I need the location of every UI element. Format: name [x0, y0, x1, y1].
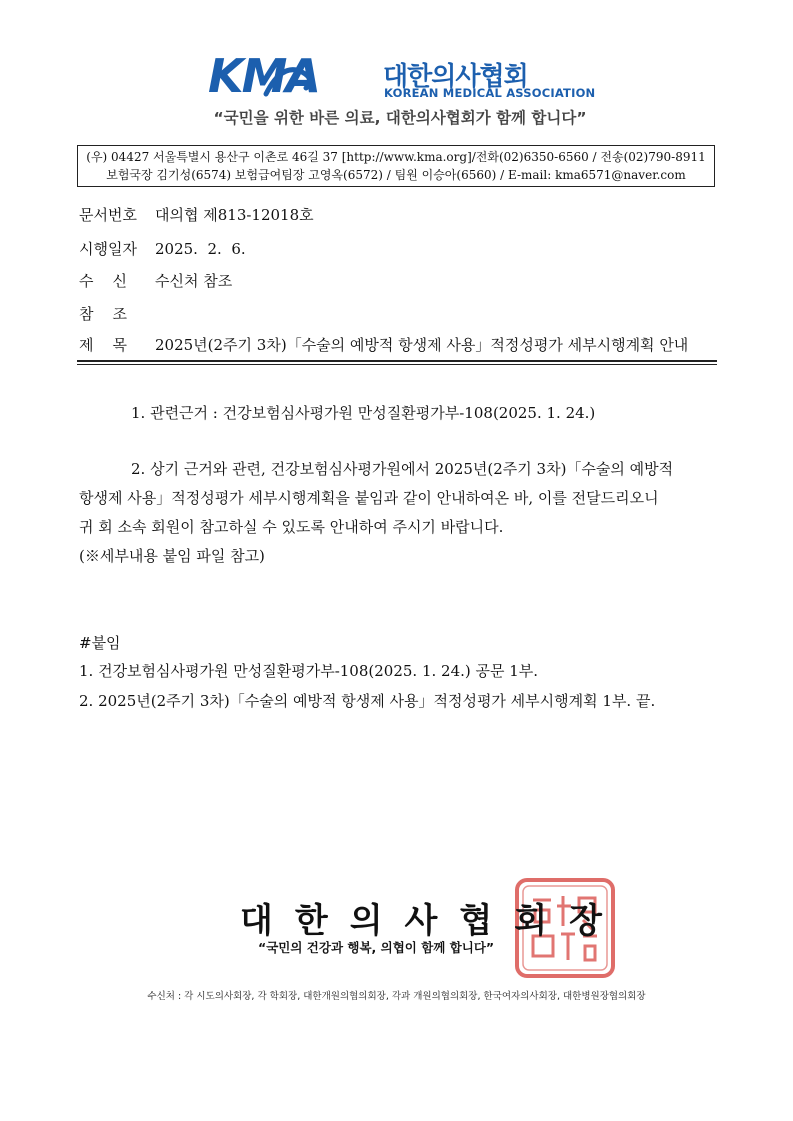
attachment-item-1: 1. 건강보험심사평가원 만성질환평가부-108(2025. 1. 24.) 공문 1부. — [79, 662, 539, 680]
signature-slogan: “국민의 건강과 행복, 의협이 함께 합니다” — [258, 940, 495, 955]
header-slogan: “국민을 위한 바른 의료, 대한의사협회가 함께 합니다” — [213, 109, 587, 127]
body-note: (※세부내용 붙임 파일 참고) — [79, 547, 265, 565]
org-name-english: KOREAN MEDICAL ASSOCIATION — [384, 86, 596, 100]
body-paragraph-2-line-1: 2. 상기 근거와 관련, 건강보험심사평가원에서 2025년(2주기 3차)「수술의 예방적 — [131, 460, 674, 478]
recipient-label: 수 신 — [79, 272, 128, 290]
body-paragraph-1: 1. 관련근거 : 건강보험심사평가원 만성질환평가부-108(2025. 1. 24.) — [131, 404, 596, 422]
signature-title: 대한의사협회장 — [240, 901, 624, 941]
date-label: 시행일자 — [79, 240, 137, 258]
body-paragraph-2-line-2: 항생제 사용」적정성평가 세부시행계획을 붙임과 같이 안내하여온 바, 이를 전달드리오니 — [79, 489, 659, 507]
date-row — [79, 238, 246, 259]
recipients-list: 수신처 : 각 시도의사회장, 각 학회장, 대한개원의협의회장, 각과 개원의협의회장, 한국여자의사회장, 대한병원장협의회장 — [147, 991, 646, 1002]
attachment-item-2: 2. 2025년(2주기 3차)「수술의 예방적 항생제 사용」적정성평가 세부시행계획 1부. 끝. — [79, 692, 656, 710]
subject-value: 2025년(2주기 3차)「수술의 예방적 항생제 사용」적정성평가 세부시행계획 안내 — [155, 336, 689, 354]
date-value: 2025. 2. 6. — [155, 240, 246, 258]
kma-logo-swoosh-icon — [262, 58, 322, 98]
subject-row — [79, 334, 688, 355]
contact-address-line: (우) 04427 서울특별시 용산구 이촌로 46길 37 [http://www.kma.org]/전화(02)6350-6560 / 전송(02)790-8911 — [86, 150, 706, 164]
subject-label: 제 목 — [79, 336, 128, 354]
doc-number-label: 문서번호 — [79, 206, 137, 224]
kma-logo-letters: KMA — [208, 49, 320, 103]
doc-number-value: 대의협 제813-12018호 — [155, 206, 314, 224]
org-name-korean: 대한의사협회 — [383, 62, 528, 92]
doc-number-row — [79, 204, 314, 225]
recipient-value: 수신처 참조 — [155, 272, 233, 290]
recipient-row — [79, 270, 232, 291]
contact-info-box — [77, 145, 715, 187]
contact-staff-line: 보험국장 김기성(6574) 보험급여팀장 고영옥(6572) / 팀원 이승아(6560) / E-mail: kma6571@naver.com — [106, 168, 686, 182]
body-paragraph-2-line-3: 귀 회 소속 회원이 참고하실 수 있도록 안내하여 주시기 바랍니다. — [79, 518, 504, 536]
attachments-title: #붙임 — [79, 634, 121, 652]
subject-divider-thin — [77, 364, 717, 365]
reference-row — [79, 303, 155, 324]
subject-divider-thick — [77, 360, 717, 362]
reference-label: 참 조 — [79, 305, 128, 323]
